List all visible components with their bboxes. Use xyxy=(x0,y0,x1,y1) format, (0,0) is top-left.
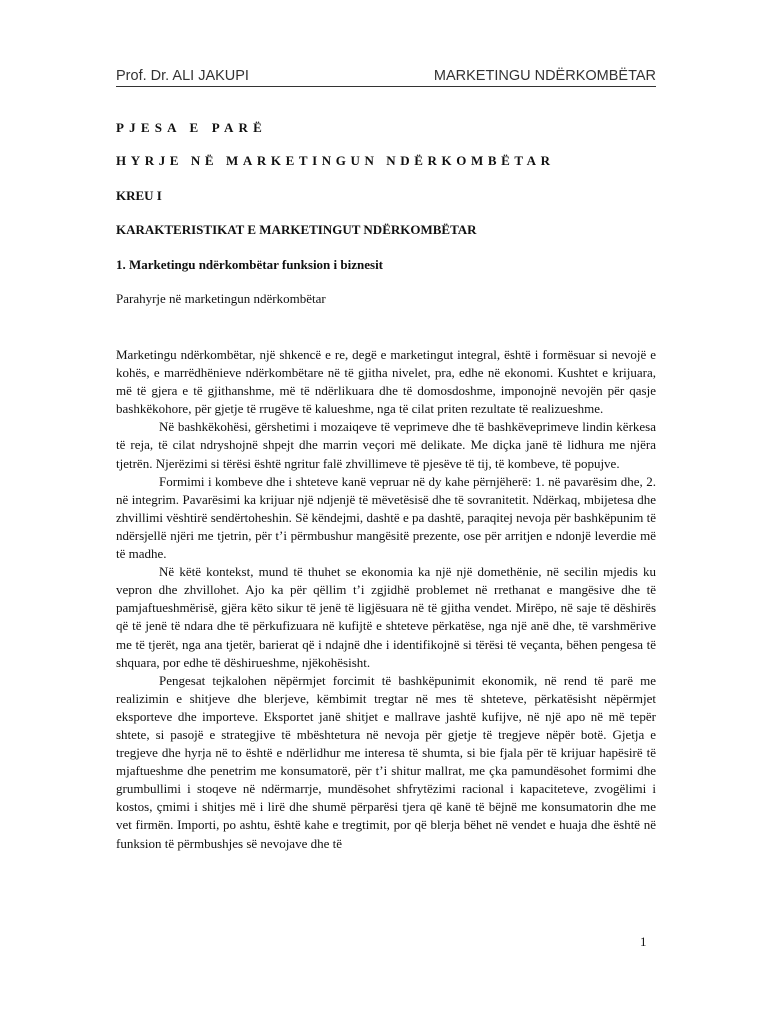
header-title: MARKETINGU NDËRKOMBËTAR xyxy=(433,68,656,84)
paragraph-4: Në këtë kontekst, mund të thuhet se ekonomia ka një një domethënie, në secilin mjedis ku vepron dhe zhvillohet. Ajo ka për qëllim t’i zgjidhë problemet në rrethanat e mangësive dhe të pamjaftueshmërisë, gjëra këto sikur të jenë të ligjësuara në të gjitha vendet. Mirëpo, në saje të dëshirës që të jenë të ndara dhe të përkufizuara në kufijtë e shteteve përkatëse, nga një anë dhe, të varshmërive me të tjerët, nga ana tjetër, barierat që i ndajnë dhe i identifikojnë si tërësi të veçanta, bëhen pengesa të shquara, por edhe të dëshirueshme, njëkohësisht. xyxy=(116,564,656,670)
page-header xyxy=(116,60,656,84)
header-author: Prof. Dr. ALI JAKUPI xyxy=(116,68,249,84)
paragraph-3: Formimi i kombeve dhe i shteteve kanë vepruar në dy kahe përnjëherë: 1. në pavarësim dhe, 2. në integrim. Pavarësimi ka krijuar një ndjenjë të mëvetësisë dhe të sovranitetit. Ndërkaq, mbijetesa dhe zhvillimi vështirë sendërtoheshin. Së këndejmi, dashtë e pa dashtë, paraqitej nevoja për bashkëpunim të ndërsjellë njëri me tjetrin, për t’i përmbushur mangësitë prezente, ose për arritjen e ndonjë leverdie më të madhe. xyxy=(116,473,656,562)
part-heading: PJESA E PARË xyxy=(116,120,268,135)
paragraph-5: Pengesat tejkalohen nëpërmjet forcimit të bashkëpunimit ekonomik, në rend të parë me realizimin e shitjeve dhe blerjeve, këmbimit tregtar në mes të shteteve, përkatësisht nëpërmjet eksporteve dhe importeve. Eksportet janë shitjet e mallrave jashtë kufijve, në një apo në më tepër shtete, si pasojë e strategjive të mbështetura në nevoja për gjetje të tregjeve nëpër botë. Gjetja e tregjeve dhe hyrja në to është e ndërlidhur me interesa të shumta, si bie fjala për të krijuar hapësirë të mjaftueshme dhe penetrim me konsumatorë, për t’i shitur mallrat, me çka pamundësohet formimi dhe grumbullimi i stoqeve në ndërmarrje, mundësohet shfrytëzimi racional i kapaciteteve, zvogëlimi i kostos, çmimi i shitjes më i lirë dhe shumë përparësi tjera që kanë të bëjnë me konsumatorin dhe me vet firmën. Importi, po ashtu, është kahe e tregtimit, por që blerja bëhet në vendet e huaja dhe është në funksion të përmbushjes së nevojave dhe të xyxy=(116,672,656,851)
page-number: 1 xyxy=(640,934,647,949)
paragraph-1: Marketingu ndërkombëtar, një shkencë e re, degë e marketingut integral, është i formësuar si nevojë e kohës, e marrëdhënieve ndërkombëtare në të gjitha nivelet, pra, edhe në ekonomi. Kushtet e krijuara, më të gjera e të gjithanshme, më të ndërlikuara dhe të domosdoshme, imponojnë nevojën për qasje bashkëkohore, për gjetje të rrugëve të kalueshme, nga të cilat priten rezultate të realizueshme. xyxy=(116,347,656,417)
body-text xyxy=(116,346,656,853)
section-heading: 1. Marketingu ndërkombëtar funksion i biznesit xyxy=(116,257,384,272)
chapter-heading: KREU I xyxy=(116,188,162,203)
paragraph-2: Në bashkëkohësi, gërshetimi i mozaiqeve të veprimeve dhe të bashkëveprimeve lindin kërkesa të reja, të cilat ndryshojnë shpejt dhe marrin veçori më delikate. Me diçka janë të lidhura me njëra tjetrën. Njerëzimi si tërësi është ngritur falë zhvillimeve të pjesëve të tij, të kombeve, të popujve. xyxy=(116,419,656,471)
header-rule xyxy=(116,86,656,87)
intro-line: Parahyrje në marketingun ndërkombëtar xyxy=(116,291,326,306)
part-title-heading: HYRJE NË MARKETINGUN NDËRKOMBËTAR xyxy=(116,153,555,168)
chapter-title-heading: KARAKTERISTIKAT E MARKETINGUT NDËRKOMBËTAR xyxy=(116,222,477,237)
